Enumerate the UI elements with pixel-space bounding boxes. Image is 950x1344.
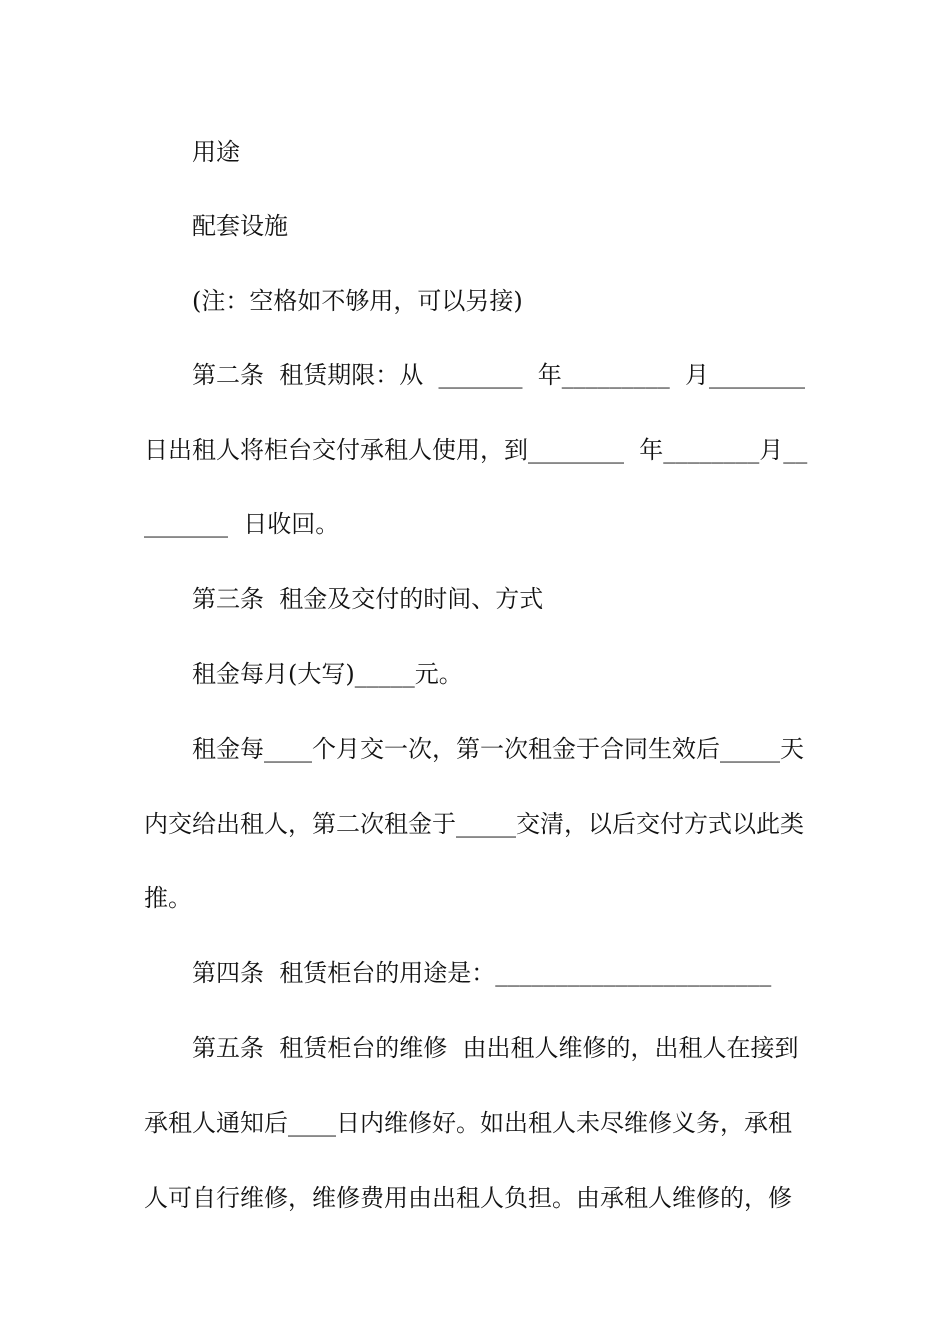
text-line-facilities: 配套设施 bbox=[192, 212, 288, 240]
article-3-heading: 第三条 租金及交付的时间、方式 bbox=[192, 585, 544, 613]
article-5-line-2: 承租人通知后____日内维修好。如出租人未尽维修义务，承租 bbox=[144, 1109, 792, 1137]
rent-payment-line-2: 内交给出租人，第二次租金于_____交清，以后交付方式以此类 bbox=[144, 810, 804, 838]
article-2-heading: 第二条 租赁期限：从 _______ 年_________ 月________ bbox=[192, 361, 806, 389]
article-5-line-3: 人可自行维修，维修费用由出租人负担。由承租人维修的，修 bbox=[144, 1184, 792, 1212]
text-line-usage: 用途 bbox=[192, 138, 240, 166]
rent-payment-line-1: 租金每____个月交一次，第一次租金于合同生效后_____天 bbox=[192, 735, 804, 763]
rent-payment-line-3: 推。 bbox=[144, 884, 192, 912]
text-line-note: (注：空格如不够用，可以另接) bbox=[192, 287, 523, 315]
article-2-line-3: _______ 日收回。 bbox=[144, 510, 340, 538]
article-2-line-2: 日出租人将柜台交付承租人使用，到________ 年________月__ bbox=[144, 436, 808, 464]
article-5-heading: 第五条 租赁柜台的维修 由出租人维修的，出租人在接到 bbox=[192, 1034, 799, 1062]
rent-amount-line: 租金每月(大写)_____元。 bbox=[192, 660, 463, 688]
article-4-heading: 第四条 租赁柜台的用途是：_______________________ bbox=[192, 959, 772, 987]
